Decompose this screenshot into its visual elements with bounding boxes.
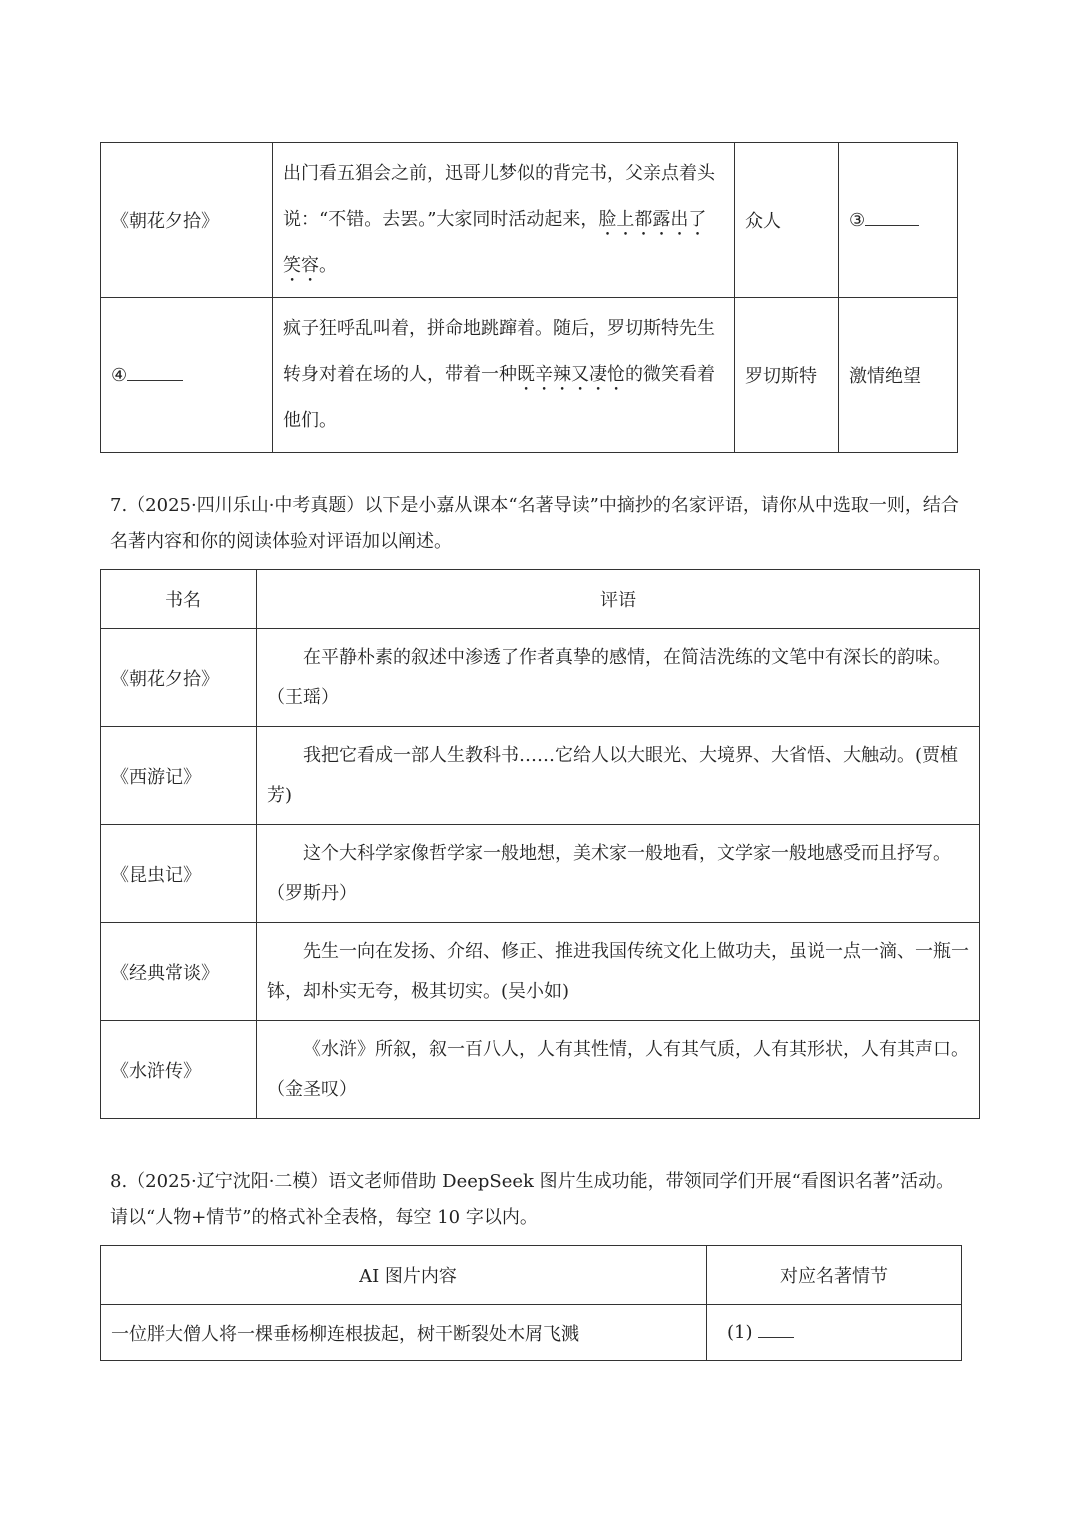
book-title: 《水浒传》	[101, 1021, 257, 1119]
table-row	[101, 1305, 962, 1361]
book-title: 《西游记》	[101, 727, 257, 825]
ai-content-text: 一位胖大僧人将一棵垂杨柳连根拔起，树干断裂处木屑飞溅	[101, 1305, 707, 1361]
comment-text: 在平静朴素的叙述中渗透了作者真挚的感情，在简洁洗练的文笔中有深长的韵味。（王瑶）	[257, 629, 980, 727]
answer-text: 激情绝望	[849, 366, 921, 387]
question-7-text: 7.（2025·四川乐山·中考真题）以下是小嘉从课本“名著导读”中摘抄的名家评语，请你从中选取一则，结合名著内容和你的阅读体验对评语加以阐述。	[110, 495, 959, 552]
header-comment: 评语	[257, 570, 980, 629]
emphasized-text: 脸上都露出了笑容	[283, 209, 707, 276]
comment-text: 这个大科学家像哲学家一般地想，美术家一般地看，文学家一般地感受而且抒写。（罗斯丹）	[257, 825, 980, 923]
ai-image-table	[100, 1245, 962, 1361]
comment-text: 《水浒》所叙，叙一百八人，人有其性情，人有其气质，人有其形状，人有其声口。（金圣叹）	[257, 1021, 980, 1119]
character-cell	[735, 298, 839, 453]
excerpt-text-end: 的微笑看着他们。	[283, 364, 715, 431]
excerpt-text: 出门看五猖会之前，迅哥儿梦似的背完书，父亲点着头说：“不错。去罢。”大家同时活动起来，	[283, 163, 715, 230]
blank-label: (1)	[727, 1322, 753, 1343]
comment-text: 我把它看成一部人生教科书……它给人以大眼光、大境界、大省悟、大触动。(贾植芳)	[257, 727, 980, 825]
book-title-cell	[101, 298, 273, 453]
table-row	[101, 825, 980, 923]
blank-label: ③	[849, 209, 866, 231]
critique-table	[100, 569, 980, 1119]
reading-table-top	[100, 142, 958, 453]
book-title: 《昆虫记》	[101, 825, 257, 923]
character-name: 众人	[745, 211, 781, 232]
header-book: 书名	[101, 570, 257, 629]
excerpt-text: 疯子狂呼乱叫着，拼命地跳蹿着。随后，罗切斯特先生转身对着在场的人，带着一种	[283, 318, 715, 385]
excerpt-cell	[273, 298, 735, 453]
answer-cell	[839, 298, 958, 453]
table-row	[101, 143, 958, 298]
table-header-row	[101, 570, 980, 629]
table-header-row	[101, 1246, 962, 1305]
header-ai-content: AI 图片内容	[101, 1246, 707, 1305]
table-row	[101, 923, 980, 1021]
header-plot: 对应名著情节	[707, 1246, 962, 1305]
blank-label: ④	[111, 364, 128, 386]
excerpt-text-end: 。	[319, 255, 337, 276]
question-8-text: 8.（2025·辽宁沈阳·二模）语文老师借助 DeepSeek 图片生成功能，带领同学们开展“看图识名著”活动。请以“人物+情节”的格式补全表格，每空 10 字以内。	[110, 1171, 955, 1228]
table-row	[101, 298, 958, 453]
book-title: 《经典常谈》	[101, 923, 257, 1021]
table-row	[101, 727, 980, 825]
answer-blank[interactable]	[865, 225, 919, 226]
table-row	[101, 629, 980, 727]
character-cell	[735, 143, 839, 298]
answer-cell	[839, 143, 958, 298]
character-name: 罗切斯特	[745, 366, 817, 387]
answer-cell	[707, 1305, 962, 1361]
book-title: 《朝花夕拾》	[111, 211, 219, 232]
answer-blank[interactable]	[758, 1337, 794, 1338]
book-title-cell	[101, 143, 273, 298]
excerpt-cell	[273, 143, 735, 298]
comment-text: 先生一向在发扬、介绍、修正、推进我国传统文化上做功夫，虽说一点一滴、一瓶一钵，却朴实无夸，极其切实。(吴小如)	[257, 923, 980, 1021]
table-row	[101, 1021, 980, 1119]
answer-blank[interactable]	[127, 380, 183, 381]
emphasized-text: 既辛辣又凄怆	[517, 364, 625, 385]
book-title: 《朝花夕拾》	[101, 629, 257, 727]
